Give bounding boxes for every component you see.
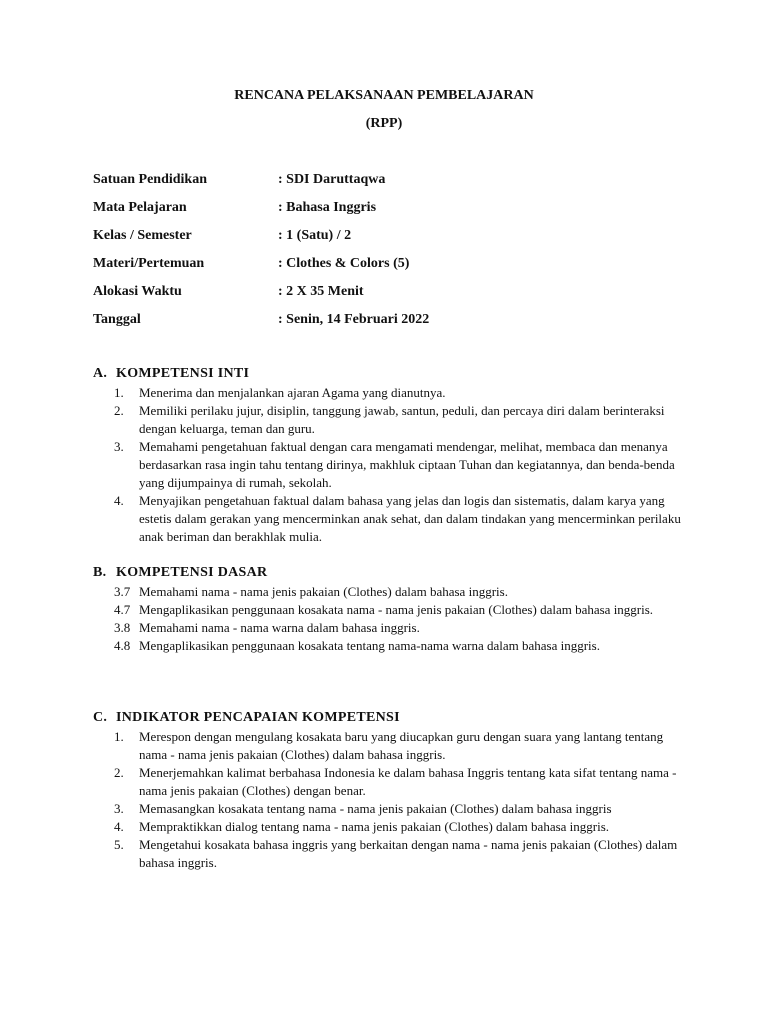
numbered-list	[93, 384, 693, 546]
document-subtitle: (RPP)	[365, 116, 403, 131]
section-kompetensi-inti	[93, 365, 693, 546]
section-letter: C.	[93, 710, 108, 725]
list-item	[93, 601, 693, 619]
info-label: Materi/Pertemuan	[93, 256, 205, 271]
item-text: Menyajikan pengetahuan faktual dalam bahasa yang jelas dan logis dan sistematis, dalam karya yang estetis dalam gerakan yang mencerminkan anak sehat, dan dalam tindakan yang mencerminkan perilaku anak beriman dan berakhlak mulia.	[139, 493, 681, 544]
list-item	[93, 619, 693, 637]
section-letter: A.	[93, 366, 108, 381]
info-value: : Bahasa Inggris	[278, 200, 377, 215]
section-indikator	[93, 709, 693, 872]
section-heading	[93, 365, 693, 383]
section-heading	[93, 564, 693, 582]
list-item	[93, 764, 693, 800]
section-title: INDIKATOR PENCAPAIAN KOMPETENSI	[116, 710, 400, 725]
item-number: 5.	[114, 837, 124, 852]
section-title: KOMPETENSI DASAR	[116, 565, 268, 580]
item-number: 4.	[114, 819, 124, 834]
info-value: : SDI Daruttaqwa	[278, 172, 386, 187]
info-row	[93, 311, 429, 339]
info-value: : Clothes & Colors (5)	[278, 256, 410, 271]
item-number: 4.7	[114, 602, 131, 617]
info-row	[93, 199, 429, 227]
section-kompetensi-dasar	[93, 564, 693, 655]
item-text: Memahami pengetahuan faktual dengan cara mengamati mendengar, melihat, membaca dan menanya berdasarkan rasa ingin tahu tentang dirinya, makhluk ciptaan Tuhan dan kegiatannya, dan benda-benda yang dijumpainya di rumah, sekolah.	[139, 439, 675, 490]
item-text: Mengetahui kosakata bahasa inggris yang berkaitan dengan nama - nama jenis pakaian (Clothes) dalam bahasa inggris.	[139, 837, 678, 870]
item-text: Mempraktikkan dialog tentang nama - nama jenis pakaian (Clothes) dalam bahasa inggris.	[139, 819, 610, 834]
section-heading	[93, 709, 693, 727]
numbered-list	[93, 728, 693, 872]
list-item	[93, 637, 693, 655]
list-item	[93, 818, 693, 836]
info-label: Kelas / Semester	[93, 228, 192, 243]
section-title: KOMPETENSI INTI	[116, 366, 250, 381]
item-text: Memiliki perilaku jujur, disiplin, tanggung jawab, santun, peduli, dan percaya diri dalam berinteraksi dengan keluarga, teman dan guru.	[139, 403, 665, 436]
item-text: Mengaplikasikan penggunaan kosakata nama - nama jenis pakaian (Clothes) dalam bahasa inggris.	[139, 602, 654, 617]
item-number: 3.7	[114, 584, 131, 599]
info-row	[93, 255, 429, 283]
list-item	[93, 800, 693, 818]
info-row	[93, 283, 429, 311]
list-item	[93, 728, 693, 764]
item-number: 1.	[114, 729, 124, 744]
info-row	[93, 227, 429, 255]
item-number: 2.	[114, 403, 124, 418]
list-item	[93, 583, 693, 601]
item-text: Memasangkan kosakata tentang nama - nama jenis pakaian (Clothes) dalam bahasa inggris	[139, 801, 612, 816]
item-text: Memahami nama - nama warna dalam bahasa inggris.	[139, 620, 420, 635]
info-value: : 1 (Satu) / 2	[278, 228, 352, 243]
item-number: 2.	[114, 765, 124, 780]
item-number: 1.	[114, 385, 124, 400]
info-label: Alokasi Waktu	[93, 284, 182, 299]
list-item	[93, 836, 693, 872]
item-number: 3.	[114, 801, 124, 816]
identity-table	[93, 171, 429, 339]
item-number: 3.	[114, 439, 124, 454]
list-item	[93, 438, 693, 492]
item-number: 3.8	[114, 620, 131, 635]
info-row	[93, 171, 429, 199]
info-label: Mata Pelajaran	[93, 200, 187, 215]
item-number: 4.8	[114, 638, 131, 653]
item-text: Mengaplikasikan penggunaan kosakata tentang nama-nama warna dalam bahasa inggris.	[139, 638, 600, 653]
numbered-list	[93, 583, 693, 655]
info-label: Tanggal	[93, 312, 141, 327]
item-text: Menerima dan menjalankan ajaran Agama yang dianutnya.	[139, 385, 446, 400]
info-value: : 2 X 35 Menit	[278, 284, 364, 299]
document-title: RENCANA PELAKSANAAN PEMBELAJARAN	[234, 88, 534, 103]
info-value: : Senin, 14 Februari 2022	[278, 312, 430, 327]
info-label: Satuan Pendidikan	[93, 172, 207, 187]
item-number: 4.	[114, 493, 124, 508]
section-letter: B.	[93, 565, 107, 580]
item-text: Memahami nama - nama jenis pakaian (Clothes) dalam bahasa inggris.	[139, 584, 508, 599]
list-item	[93, 492, 693, 546]
item-text: Merespon dengan mengulang kosakata baru yang diucapkan guru dengan suara yang lantang tentang nama - nama jenis pakaian (Clothes) dalam bahasa inggris.	[139, 729, 664, 762]
item-text: Menerjemahkan kalimat berbahasa Indonesia ke dalam bahasa Inggris tentang kata sifat tentang nama - nama jenis pakaian (Clothes) dengan benar.	[139, 765, 677, 798]
list-item	[93, 402, 693, 438]
list-item	[93, 384, 693, 402]
